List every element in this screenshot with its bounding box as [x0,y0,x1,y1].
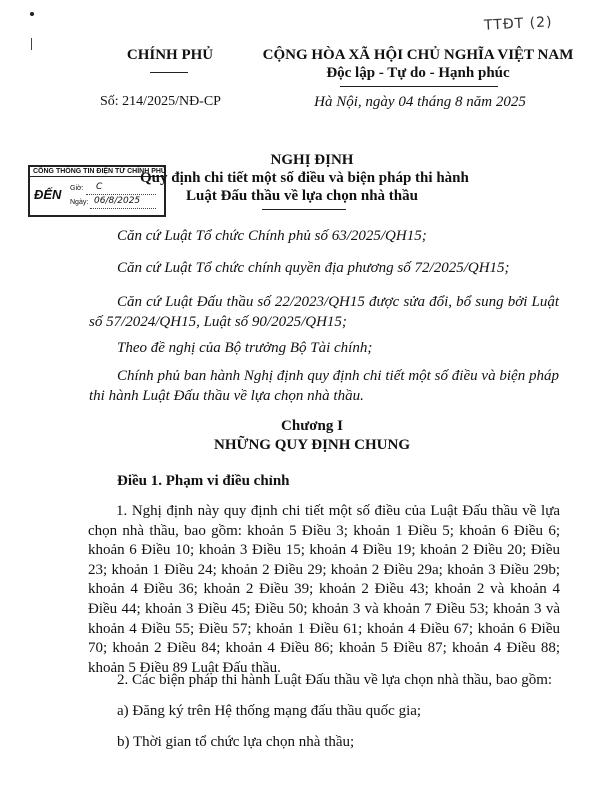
agency-underline [150,72,188,73]
article-1-clause-1: 1. Nghị định này quy định chi tiết một số điều của Luật Đấu thầu về lựa chọn nhà thầu, bao gồm: khoản 5 Điều 3; khoản 1 Điều 5; khoản 6 Điều 6; khoản 6 Điều 10; khoản 3 Điều 15; khoản 4 Điều 19; khoản 2 Điều 20; Điều 23; khoản 1 Điều 24; khoản 2 Điều 29; khoản 2 Điều 29a; khoản 3 Điều 29b; khoản 4 Điều 36; khoản 2 Điều 39; khoản 2 Điều 43; khoản 2 và khoản 4 Điều 44; khoản 3 Điều 45; Điều 50; khoản 3 và khoản 7 Điều 53; khoản 3 và khoản 4 Điều 55; Điều 57; khoản 1 Điều 61; khoản 4 Điều 67; khoản 6 Điều 70; khoản 2 Điều 84; khoản 4 Điều 86; khoản 5 Điều 87; khoản 4 Điều 88; khoản 5 Điều 89 Luật Đấu thầu. [88,503,560,676]
agency-name: CHÍNH PHỦ [126,47,214,63]
motto: Độc lập - Tự do - Hạnh phúc [326,65,510,81]
stamp-title: CỔNG THÔNG TIN ĐIỆN TỬ CHÍNH PHỦ [30,167,164,177]
document-number: Số: 214/2025/NĐ-CP [100,94,221,109]
preamble-3: Căn cứ Luật Đấu thầu số 22/2023/QH15 được sửa đổi, bổ sung bởi Luật số 57/2024/QH15, Luật số 90/2025/QH15; [89,294,559,330]
article-1-heading: Điều 1. Phạm vi điều chỉnh [117,473,290,489]
margin-mark [30,12,34,16]
preamble-5: Chính phủ ban hành Nghị định quy định chi tiết một số điều và biện pháp thi hành Luật Đấu thầu về lựa chọn nhà thầu. [89,368,559,404]
handwritten-note: TTĐT (2) [483,14,553,34]
preamble-4: Theo đề nghị của Bộ trưởng Bộ Tài chính; [117,340,373,356]
chapter-name: NHỮNG QUY ĐỊNH CHUNG [214,437,410,453]
decree-title: NGHỊ ĐỊNH [270,152,354,168]
stamp-hour-value: C [96,182,103,192]
country-name: CỘNG HÒA XÃ HỘI CHỦ NGHĨA VIỆT NAM [262,47,574,63]
stamp-hour-label: Giờ: [70,185,84,192]
article-1-clause-2: 2. Các biện pháp thi hành Luật Đấu thầu về lựa chọn nhà thầu, bao gồm: [117,672,553,688]
article-1-item-a: a) Đăng ký trên Hệ thống mạng đấu thầu quốc gia; [117,703,422,719]
stamp-date-label: Ngày: [70,199,89,206]
decree-title-underline [262,209,346,210]
chapter-number: Chương I [281,418,343,434]
decree-subtitle-line2: Luật Đấu thầu về lựa chọn nhà thầu [186,188,418,204]
place-date: Hà Nội, ngày 04 tháng 8 năm 2025 [314,94,526,110]
preamble-2: Căn cứ Luật Tổ chức chính quyền địa phương số 72/2025/QH15; [117,260,510,276]
motto-underline [340,86,498,87]
margin-mark [31,38,32,50]
stamp-date-value: 06/8/2025 [94,196,141,206]
preamble-1: Căn cứ Luật Tổ chức Chính phủ số 63/2025/QH15; [117,228,427,244]
article-1-item-b: b) Thời gian tổ chức lựa chọn nhà thầu; [117,734,355,750]
stamp-date-line [90,208,156,209]
decree-subtitle-line1: Quy định chi tiết một số điều và biện pháp thi hành [140,170,469,186]
stamp-den: ĐẾN [34,187,62,202]
